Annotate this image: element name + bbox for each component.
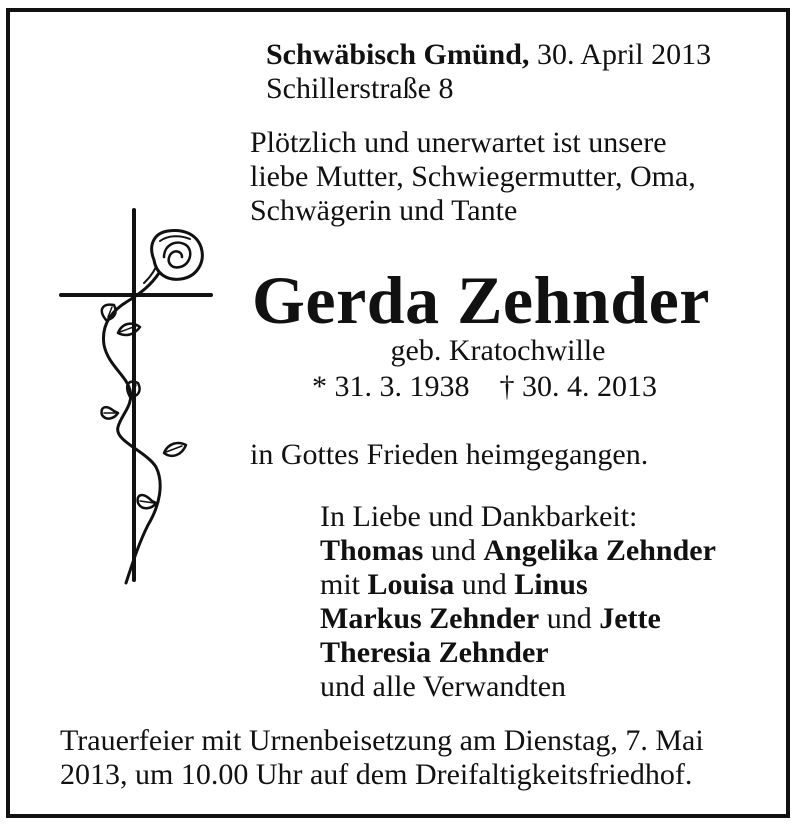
birth-date: * 31. 3. 1938 [312,370,470,403]
header-street: Schillerstraße 8 [266,72,454,105]
birth-name: geb. Kratochwille [390,334,606,367]
mourners-line-3 [320,602,661,636]
mourner-name: Markus Zehnder [320,602,540,635]
passing-line: in Gottes Frieden heimgegangen. [250,438,649,471]
mourner-name: Angelika Zehnder [483,534,716,567]
ceremony-line-2: 2013, um 10.00 Uhr auf dem Dreifaltigkeitsfriedhof. [60,758,693,791]
mourners-line-5: und alle Verwandten [320,670,567,703]
cross-with-rose-icon [56,205,216,590]
header-city: Schwäbisch Gmünd, [266,38,530,71]
intro-line-3: Schwägerin und Tante [250,194,518,227]
mourners-line-1 [320,534,716,568]
intro-line-2: liebe Mutter, Schwiegermutter, Oma, [250,160,696,193]
mourners-intro: In Liebe und Dankbarkeit: [320,500,638,533]
header-date: 30. April 2013 [536,38,712,71]
intro-line-1: Plötzlich und unerwartet ist unsere [250,126,667,159]
mourner-name: Linus [514,568,588,601]
life-dates [312,370,657,404]
deceased-name: Gerda Zehnder [252,262,710,338]
mourners-line-2 [320,568,588,602]
death-date: † 30. 4. 2013 [499,370,657,403]
mourner-name: Jette [599,602,661,635]
ceremony-line-1: Trauerfeier mit Urnenbeisetzung am Dienstag, 7. Mai [60,724,704,757]
mourner-conjunction: und [423,534,484,567]
mourners-line-4: Theresia Zehnder [320,636,549,669]
mourner-name: Thomas [320,534,424,567]
mourner-conjunction: und [539,602,600,635]
mourner-conjunction: mit [320,568,368,601]
mourner-name: Louisa [367,568,455,601]
header-city-date [266,38,711,72]
mourner-conjunction: und [454,568,515,601]
